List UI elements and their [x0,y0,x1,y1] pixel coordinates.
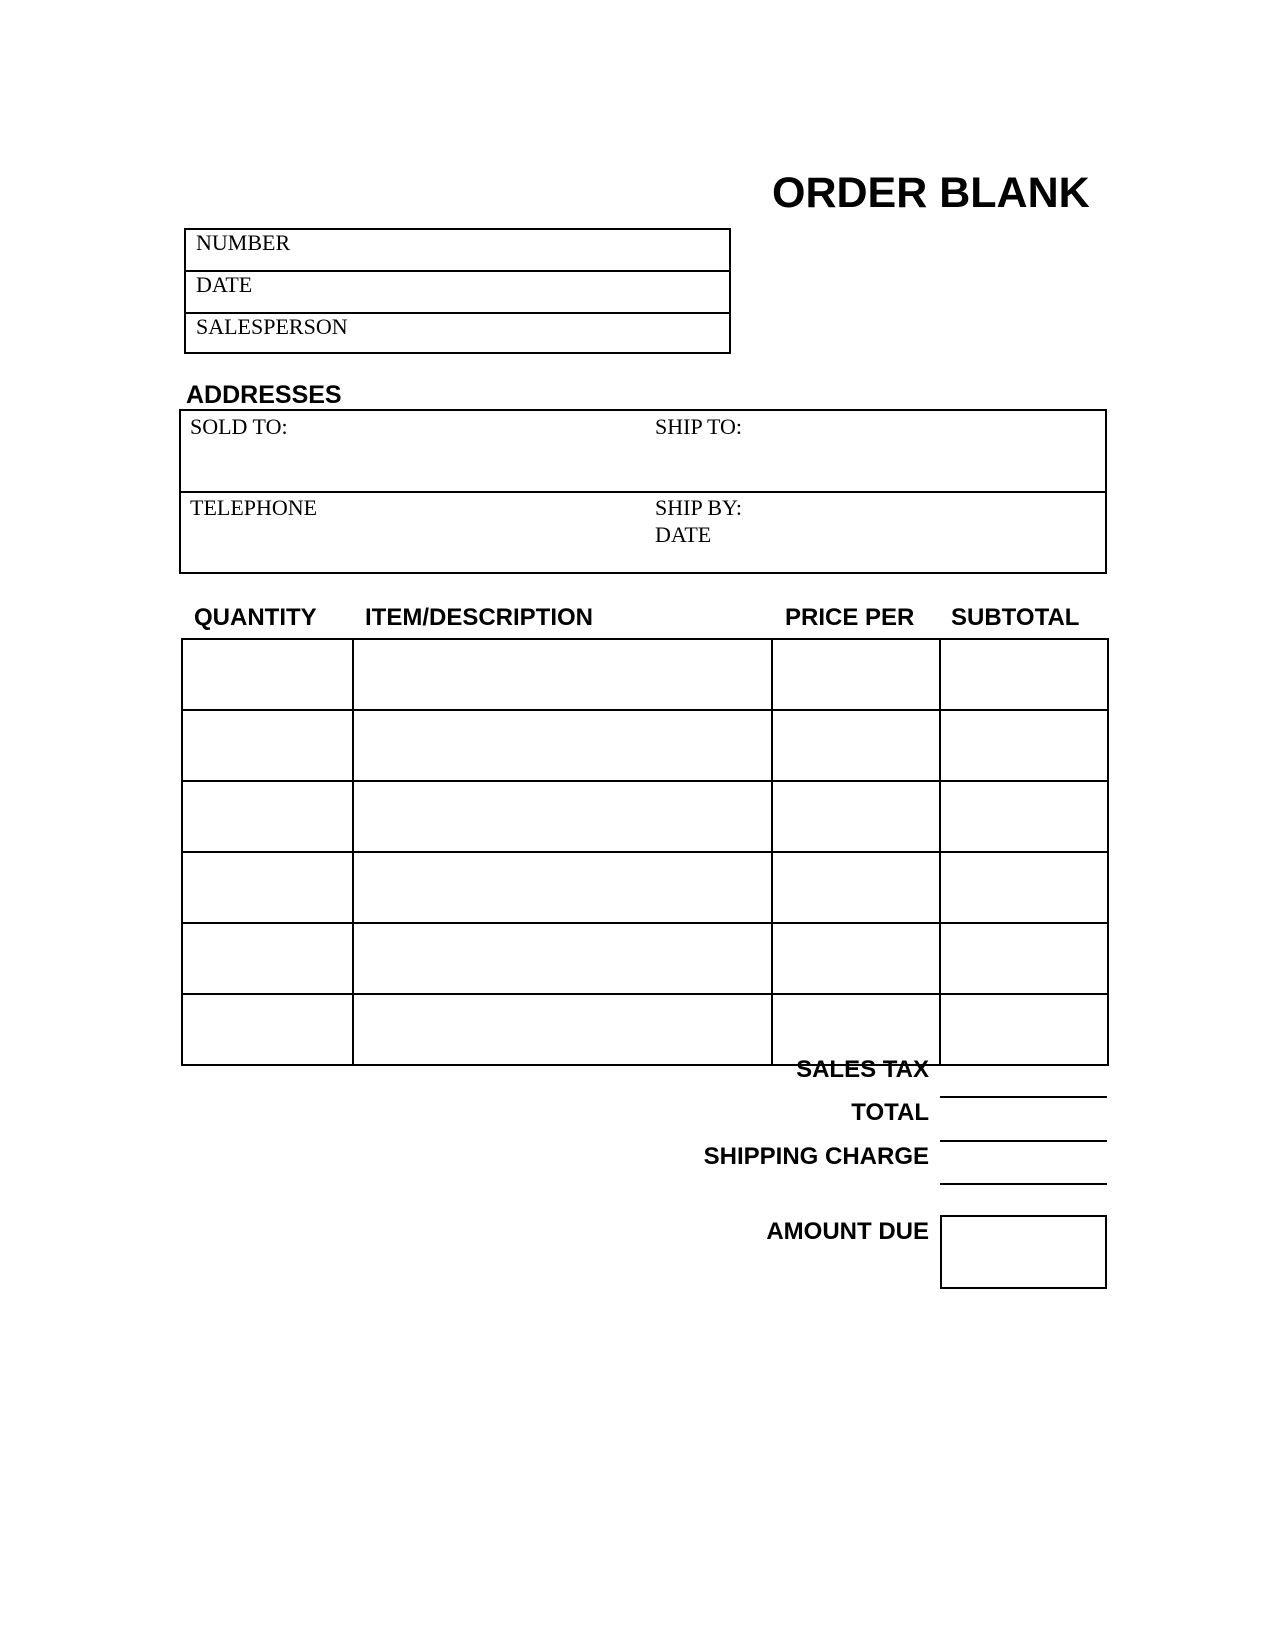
sales-tax-line[interactable] [940,1096,1107,1098]
addresses-heading: ADDRESSES [186,381,342,409]
addresses-divider [181,491,1105,493]
quantity-cell[interactable] [182,639,353,710]
ship-to-label: SHIP TO: [655,414,743,439]
salesperson-field[interactable] [186,314,729,356]
number-field[interactable] [186,230,729,272]
quantity-cell[interactable] [182,994,353,1065]
subtotal-cell[interactable] [940,923,1108,994]
date-field[interactable] [186,272,729,314]
shipping-charge-line[interactable] [940,1183,1107,1185]
column-header-price-per: PRICE PER [785,604,915,631]
item-description-cell[interactable] [353,639,772,710]
price-per-cell[interactable] [772,639,940,710]
subtotal-cell[interactable] [940,710,1108,781]
table-row [182,923,1108,994]
sales-tax-label: SALES TAX [796,1056,929,1083]
quantity-cell[interactable] [182,710,353,781]
subtotal-cell[interactable] [940,994,1108,1065]
quantity-cell[interactable] [182,923,353,994]
price-per-cell[interactable] [772,994,940,1065]
item-description-cell[interactable] [353,994,772,1065]
sold-to-label: SOLD TO: [190,414,288,439]
table-row [182,781,1108,852]
date-label: DATE [196,272,253,297]
item-description-cell[interactable] [353,923,772,994]
items-table [181,638,1109,1066]
ship-by-label: SHIP BY: [655,495,743,520]
price-per-cell[interactable] [772,781,940,852]
amount-due-label: AMOUNT DUE [766,1218,929,1245]
price-per-cell[interactable] [772,923,940,994]
item-description-cell[interactable] [353,852,772,923]
ship-by-date-label: DATE [655,522,712,547]
subtotal-cell[interactable] [940,639,1108,710]
column-header-quantity: QUANTITY [194,604,317,631]
table-row [182,710,1108,781]
quantity-cell[interactable] [182,781,353,852]
page-title: ORDER BLANK [772,169,1090,217]
column-header-subtotal: SUBTOTAL [951,604,1080,631]
telephone-label: TELEPHONE [190,495,318,520]
item-description-cell[interactable] [353,710,772,781]
quantity-cell[interactable] [182,852,353,923]
table-row [182,639,1108,710]
subtotal-cell[interactable] [940,781,1108,852]
shipping-charge-label: SHIPPING CHARGE [703,1143,929,1170]
column-header-item-description: ITEM/DESCRIPTION [365,604,594,631]
table-row [182,852,1108,923]
total-label: TOTAL [851,1099,929,1126]
number-label: NUMBER [196,230,291,255]
amount-due-box[interactable] [940,1215,1107,1289]
subtotal-cell[interactable] [940,852,1108,923]
order-info-box [184,228,731,354]
total-line[interactable] [940,1140,1107,1142]
addresses-box [179,409,1107,574]
price-per-cell[interactable] [772,710,940,781]
item-description-cell[interactable] [353,781,772,852]
salesperson-label: SALESPERSON [196,314,348,339]
price-per-cell[interactable] [772,852,940,923]
table-row [182,994,1108,1065]
